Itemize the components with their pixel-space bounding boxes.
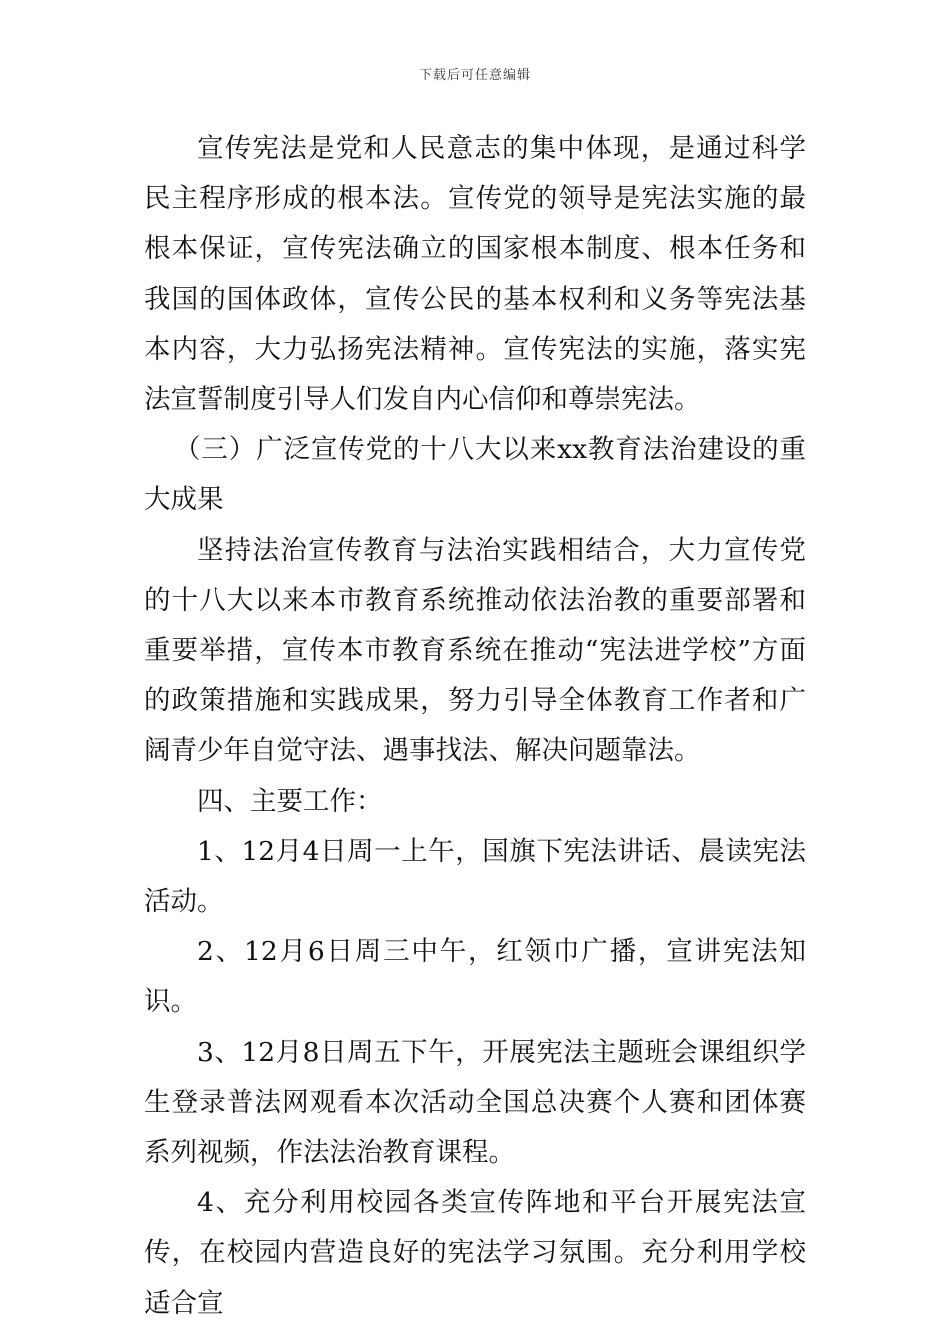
work-item-2: 2、12月6日周三中午，红领巾广播，宣讲宪法知识。	[144, 936, 806, 1018]
paragraph-rule-of-law-practice: 坚持法治宣传教育与法治实践相结合，大力宣传党的十八大以来本市教育系统推动依法治教的重要部署和重要举措，宣传本市教育系统在推动“宪法进学校”方面的政策措施和实践成果，努力引导全体教育工作者和广阔青少年自觉守法、遇事找法、解决问题靠法。	[144, 534, 806, 767]
paragraph-constitution-publicity: 宣传宪法是党和人民意志的集中体现，是通过科学民主程序形成的根本法。宣传党的领导是宪法实施的最根本保证，宣传宪法确立的国家根本制度、根本任务和我国的国体政体，宣传公民的基本权利和义务等宪法基本内容，大力弘扬宪法精神。宣传宪法的实施，落实宪法宣誓制度引导人们发自内心信仰和尊崇宪法。	[144, 133, 806, 416]
section-heading-three: （三）广泛宣传党的十八大以来xx教育法治建设的重大成果	[144, 434, 806, 516]
section-heading-main-work: 四、主要工作：	[197, 785, 383, 817]
document-body	[144, 124, 806, 1329]
work-item-1: 1、12月4日周一上午，国旗下宪法讲话、晨读宪法活动。	[144, 835, 806, 918]
page-header-note: 下载后可任意编辑	[418, 68, 531, 83]
work-item-3: 3、12月8日周五下午，开展宪法主题班会课组织学生登录普法网观看本次活动全国总决赛个人赛和团体赛系列视频，作法法治教育课程。	[144, 1036, 806, 1169]
work-item-4: 4、充分利用校园各类宣传阵地和平台开展宪法宣传，在校园内营造良好的宪法学习氛围。充分利用学校适合宣	[144, 1187, 806, 1319]
